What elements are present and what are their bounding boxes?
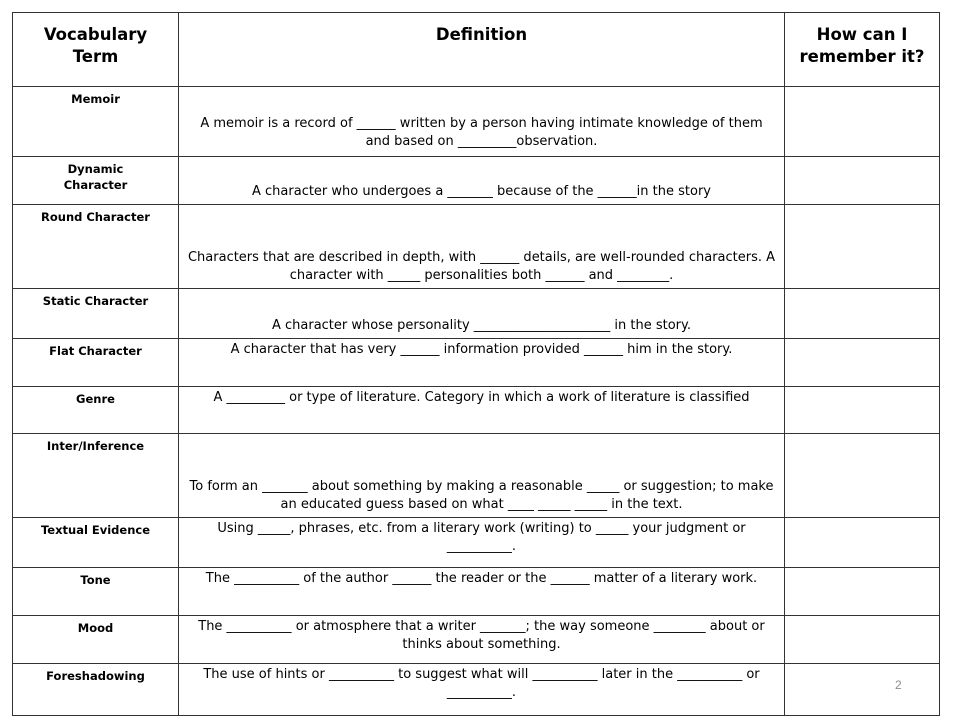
definition-cell <box>179 664 785 716</box>
term-cell: Genre <box>13 387 179 434</box>
term-cell: Memoir <box>13 87 179 157</box>
term-cell: Tone <box>13 568 179 616</box>
definition-text: Characters that are described in depth, with ______ details, are well-rounded characters. A character with _____ personalities both ______ and ________. <box>187 250 776 283</box>
definition-cell <box>179 568 785 616</box>
definition-cell <box>179 289 785 339</box>
remember-cell[interactable] <box>785 434 940 518</box>
remember-cell[interactable] <box>785 616 940 664</box>
definition-cell <box>179 87 785 157</box>
definition-text: The __________ of the author ______ the reader or the ______ matter of a literary work. <box>205 571 758 586</box>
term-cell: Static Character <box>13 289 179 339</box>
term-cell: Inter/Inference <box>13 434 179 518</box>
table-row <box>13 339 940 387</box>
definition-cell <box>179 387 785 434</box>
header-vocabulary-term: Vocabulary Term <box>13 13 179 87</box>
table-row <box>13 205 940 289</box>
table-row <box>13 518 940 568</box>
header-definition: Definition <box>179 13 785 87</box>
table-row <box>13 289 940 339</box>
term-cell: Dynamic Character <box>13 157 179 205</box>
term-cell: Mood <box>13 616 179 664</box>
remember-cell[interactable] <box>785 87 940 157</box>
remember-cell[interactable] <box>785 289 940 339</box>
term-cell: Textual Evidence <box>13 518 179 568</box>
definition-cell <box>179 205 785 289</box>
definition-cell <box>179 434 785 518</box>
remember-cell[interactable] <box>785 664 940 716</box>
table-row <box>13 664 940 716</box>
definition-cell <box>179 339 785 387</box>
definition-cell <box>179 616 785 664</box>
term-cell: Flat Character <box>13 339 179 387</box>
table-row <box>13 568 940 616</box>
definition-text: To form an _______ about something by making a reasonable _____ or suggestion; to make an educated guess based on what ____ _____ _____ in the text. <box>189 479 774 512</box>
table-row <box>13 616 940 664</box>
table-row <box>13 157 940 205</box>
definition-cell <box>179 518 785 568</box>
table-row <box>13 434 940 518</box>
definition-text: The use of hints or __________ to suggest what will __________ later in the __________ or __________. <box>203 667 760 700</box>
definition-text: The __________ or atmosphere that a writer _______; the way someone ________ about or thinks about something. <box>198 619 765 652</box>
page-number: 2 <box>895 678 902 692</box>
remember-cell[interactable] <box>785 387 940 434</box>
definition-text: A character who undergoes a _______ because of the ______in the story <box>252 184 711 199</box>
term-cell: Foreshadowing <box>13 664 179 716</box>
term-cell: Round Character <box>13 205 179 289</box>
header-row <box>13 13 940 87</box>
definition-text: A _________ or type of literature. Category in which a work of literature is classified <box>213 390 750 405</box>
remember-cell[interactable] <box>785 339 940 387</box>
remember-cell[interactable] <box>785 568 940 616</box>
remember-cell[interactable] <box>785 205 940 289</box>
table-row <box>13 387 940 434</box>
remember-cell[interactable] <box>785 518 940 568</box>
vocabulary-table <box>12 12 940 716</box>
definition-text: Using _____, phrases, etc. from a literary work (writing) to _____ your judgment or __________. <box>217 521 746 554</box>
definition-cell <box>179 157 785 205</box>
definition-text: A character whose personality _____________________ in the story. <box>271 318 692 333</box>
definition-text: A character that has very ______ information provided ______ him in the story. <box>230 342 733 357</box>
header-how-to-remember: How can I remember it? <box>785 13 940 87</box>
definition-text: A memoir is a record of ______ written by a person having intimate knowledge of them and based on _________observation. <box>200 116 763 149</box>
table-row <box>13 87 940 157</box>
remember-cell[interactable] <box>785 157 940 205</box>
